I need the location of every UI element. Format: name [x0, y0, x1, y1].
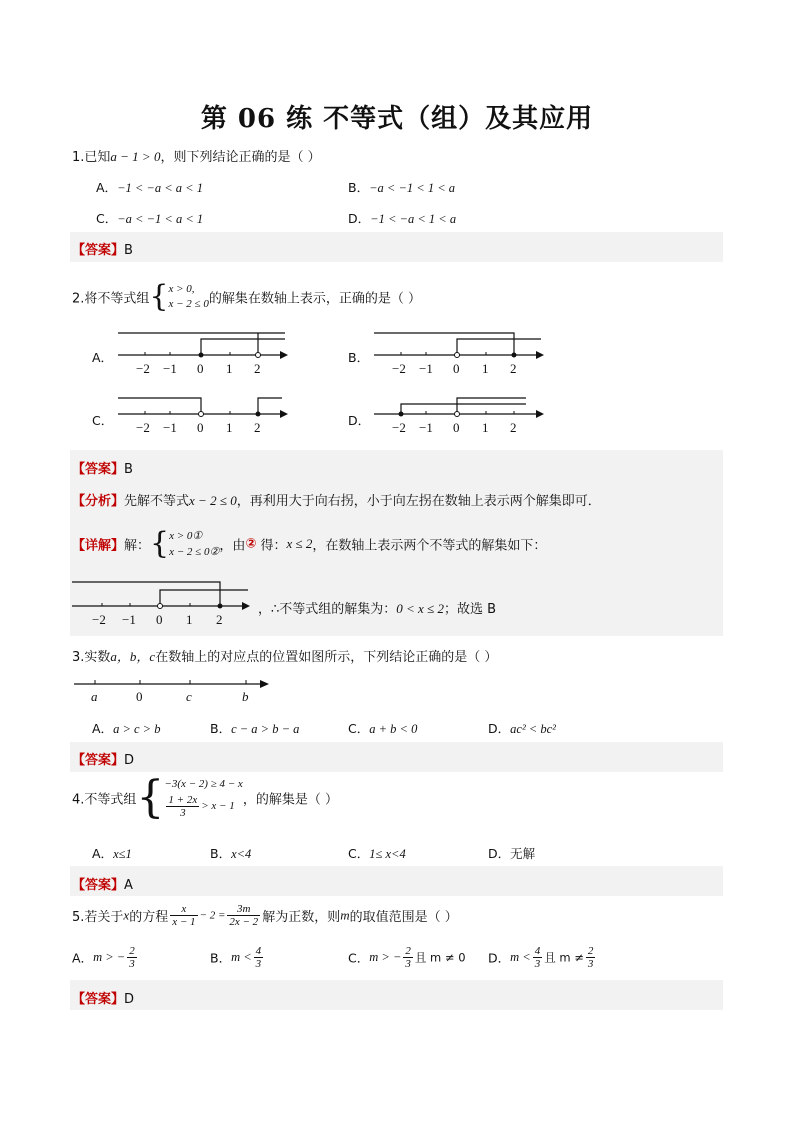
- svg-text:c: c: [186, 689, 192, 704]
- tick-label: 2: [254, 361, 261, 376]
- question-3-stem: 3.实数a，b，c在数轴上的对应点的位置如图所示，下列结论正确的是（ ）: [72, 649, 498, 665]
- svg-text:2: 2: [510, 420, 517, 435]
- svg-text:2: 2: [216, 612, 223, 627]
- answer-bar: [70, 232, 723, 262]
- q3-answer: 【答案】D: [72, 753, 135, 768]
- q1-answer: 【答案】B: [72, 243, 133, 258]
- svg-text:0: 0: [156, 612, 163, 627]
- tick-label: −1: [163, 361, 177, 376]
- question-1-stem: 1.已知a − 1 > 0，则下列结论正确的是（ ）: [72, 149, 321, 165]
- question-4-stem: 4.不等式组{ −3(x − 2) ≥ 4 − x $\frac{1 + 2x}{3}$ > x − 1 ，的解集是（ ）: [72, 772, 338, 823]
- svg-text:b: b: [242, 689, 249, 704]
- svg-text:1: 1: [482, 420, 489, 435]
- q1-option-c: C．−a < −1 < a < 1: [96, 211, 204, 226]
- tick-label: 0: [197, 361, 204, 376]
- q3-number-line: [72, 674, 277, 704]
- svg-text:−1: −1: [122, 612, 136, 627]
- tick-label: 1: [482, 361, 489, 376]
- q2-option-c-label: C．: [92, 413, 114, 428]
- svg-text:2: 2: [254, 420, 261, 435]
- q2-answer: 【答案】B: [72, 462, 133, 477]
- question-2-stem: 2.将不等式组{ x > 0, x − 2 ≤ 0 的解集在数轴上表示，正确的是（ ）: [72, 279, 421, 314]
- q5-option-c: C．m > − $\frac{2}{3}$ 且 m ≠ 0: [348, 945, 466, 970]
- question-5-stem: 5.若关于x的方程 $\frac{x}{x - 1}$ − 2 = $\frac{3m}{2x - 2}$ 解为正数，则m的取值范围是（ ）: [72, 903, 458, 928]
- q3-option-c: C．a + b < 0: [348, 721, 418, 736]
- q3-option-a: A．a > c > b: [92, 721, 161, 736]
- q3-option-d: D．ac² < bc²: [488, 721, 556, 736]
- q4-option-d: D．无解: [488, 846, 536, 861]
- q2-number-line-b: [366, 325, 551, 385]
- svg-text:0: 0: [136, 689, 143, 704]
- q5-answer: 【答案】D: [72, 992, 135, 1007]
- q1-option-b: B．−a < −1 < 1 < a: [348, 180, 456, 195]
- q2-number-line-d: [366, 390, 551, 442]
- svg-text:0: 0: [197, 420, 204, 435]
- q2-conclusion: ，∴不等式组的解集为：0 < x ≤ 2；故选 B: [258, 601, 497, 617]
- svg-text:a: a: [91, 689, 98, 704]
- svg-text:−1: −1: [163, 420, 177, 435]
- tick-label: −1: [419, 361, 433, 376]
- q4-option-b: B．x<4: [210, 846, 252, 861]
- answer-bar: [70, 980, 723, 1010]
- q2-option-d-label: D．: [348, 413, 371, 428]
- q2-option-a-label: A．: [92, 350, 114, 365]
- q4-option-c: C．1≤ x<4: [348, 846, 406, 861]
- tick-label: 0: [453, 361, 460, 376]
- q2-option-b-label: B．: [348, 350, 370, 365]
- page-title: 第 06 练 不等式（组）及其应用: [200, 104, 594, 134]
- q4-option-a: A．x≤1: [92, 846, 132, 861]
- q1-option-d: D．−1 < −a < 1 < a: [348, 211, 457, 226]
- svg-text:−2: −2: [136, 420, 150, 435]
- q2-number-line-c: [110, 390, 295, 442]
- q2-number-line-a: [110, 325, 295, 385]
- tick-label: −2: [392, 361, 406, 376]
- answer-bar: [70, 742, 723, 772]
- q5-option-d: D．m < $\frac{4}{3}$ 且 m ≠ $\frac{2}{3}$: [488, 945, 594, 970]
- q3-option-b: B．c − a > b − a: [210, 721, 300, 736]
- svg-text:0: 0: [453, 420, 460, 435]
- svg-text:−2: −2: [392, 420, 406, 435]
- q2-solution-number-line: [70, 574, 260, 630]
- q5-option-a: A．m > − $\frac{2}{3}$: [72, 945, 135, 970]
- tick-label: 2: [510, 361, 517, 376]
- q5-option-b: B．m < $\frac{4}{3}$: [210, 945, 262, 970]
- svg-text:−2: −2: [92, 612, 106, 627]
- svg-text:−1: −1: [419, 420, 433, 435]
- svg-text:1: 1: [226, 420, 233, 435]
- answer-bar: [70, 866, 723, 896]
- tick-label: −2: [136, 361, 150, 376]
- svg-text:1: 1: [186, 612, 193, 627]
- q1-option-a: A．−1 < −a < a < 1: [96, 180, 203, 195]
- tick-label: 1: [226, 361, 233, 376]
- q2-analysis: 【分析】先解不等式x − 2 ≤ 0，再利用大于向右拐，小于向左拐在数轴上表示两个解集即可．: [72, 493, 601, 509]
- q2-detail: 【详解】解：{ x > 0① x − 2 ≤ 0② ，由② 得：x ≤ 2，在数轴上表示两个不等式的解集如下：: [72, 526, 547, 561]
- q4-answer: 【答案】A: [72, 878, 133, 893]
